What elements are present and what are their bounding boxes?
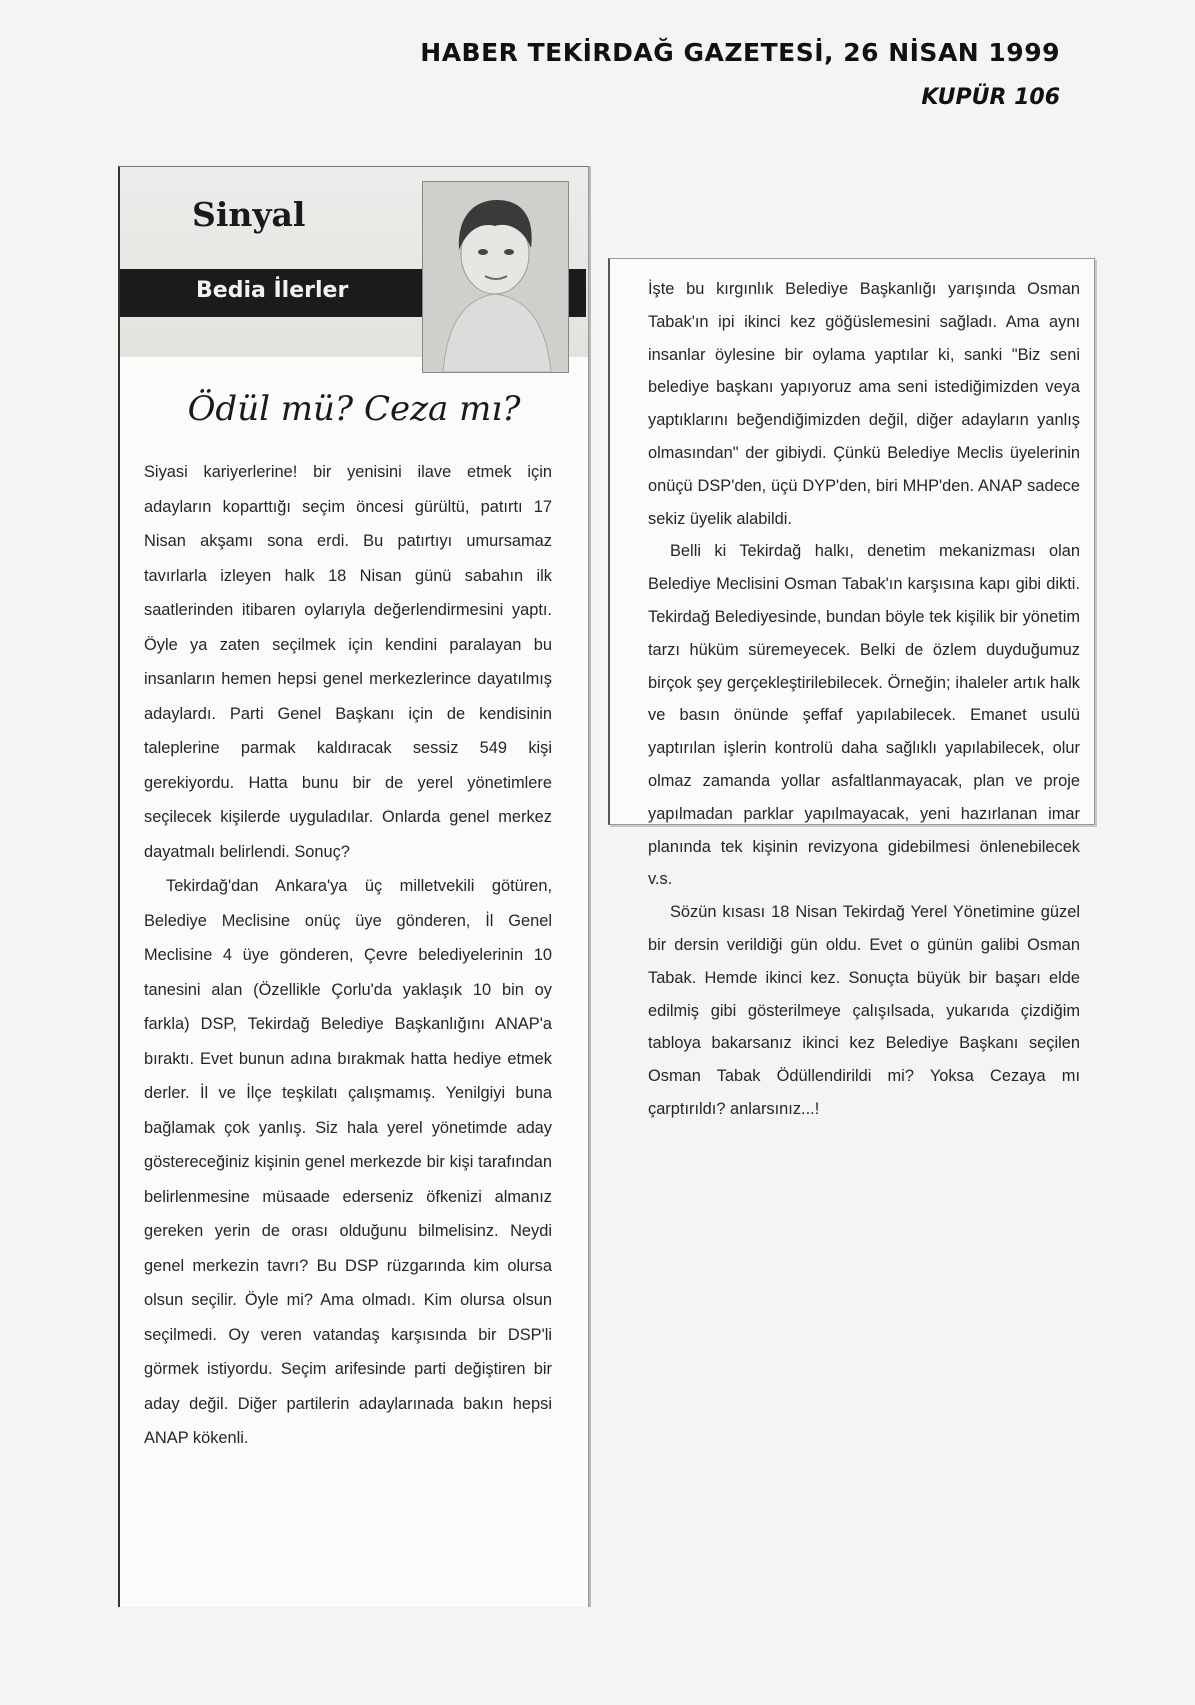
paragraph: Belli ki Tekirdağ halkı, denetim mekanizması olan Belediye Meclisini Osman Tabak'ın karşısına kapı gibi dikti. Tekirdağ Belediyesinde, bundan böyle tek kişilik bir yönetim tarzı hüküm süremeyecek. Belki de özlem duyduğumuz birçok şey gerçekleştirilebilecek. Örneğin; ihaleler artık halk ve basın önünde şeffaf yapılabilecek. Emanet usulü yaptırılan işlerin kontrolü daha sağlıklı yapılabilecek, olur olmaz zamanda yollar asfaltlanmayacak, plan ve proje yapılmadan parklar yapılmayacak, yeni hazırlanan imar planında tek kişinin revizyona gidebilmesi önlenebilecek v.s. (648, 542, 1080, 889)
article-clipping-left (118, 166, 589, 1607)
article-clipping-right (608, 258, 1095, 1118)
article-body-left (144, 455, 552, 1456)
page-header (420, 38, 1060, 110)
paragraph: Siyasi kariyerlerine! bir yenisini ilave etmek için adayların koparttığı seçim öncesi gürültü, patırtı 17 Nisan akşamı sona erdi. Bu patırtıyı umursamaz tavırlarla izleyen halk 18 Nisan günü sabahın ilk saatlerinden itibaren oylarıyla değerlendirmesini yaptı. Öyle ya zaten seçilmek için kendini paralayan bu insanların hemen hepsi genel merkezlerince dayatılmış adaylardı. Parti Genel Başkanı için de kendisinin taleplerine parmak kaldıracak sessiz 549 kişi gerekiyordu. Hatta bunu bir de yerel yönetimlere seçilecek kişilerde uyguladılar. Onlarda genel merkez dayatmalı belirlendi. Sonuç? (144, 463, 552, 861)
newspaper-date-title: HABER TEKİRDAĞ GAZETESİ, 26 NİSAN 1999 (420, 38, 1060, 67)
column-name: Sinyal (192, 195, 306, 234)
clipping-number: KUPÜR 106 (921, 85, 1060, 110)
paragraph: İşte bu kırgınlık Belediye Başkanlığı yarışında Osman Tabak'ın ipi ikinci kez göğüslemesini sağladı. Ama aynı insanlar öylesine bir oylama yaptılar ki, sanki "Biz seni belediye başkanı yapıyoruz ama seni istediğimizden veya yaptıklarını beğendiğimizden değil, diğer adayların yanlış olmasından" der gibiydi. Çünkü Belediye Meclis üyelerinin onüçü DSP'den, üçü DYP'den, biri MHP'den. ANAP sadece sekiz üyelik alabildi. (648, 280, 1080, 528)
author-name: Bedia İlerler (196, 278, 349, 303)
article-body-right (648, 273, 1080, 1126)
paragraph: Sözün kısası 18 Nisan Tekirdağ Yerel Yönetimine güzel bir dersin verildiği gün oldu. Evet o günün galibi Osman Tabak. Hemde ikinci kez. Sonuçta büyük bir başarı elde edilmiş gibi gösterilmeye çalışılsada, yukarıda çizdiğim tabloya bakarsanız ikinci kez Belediye Başkanı seçilen Osman Tabak Ödüllendirildi mi? Yoksa Cezaya mı çarptırıldı? anlarsınız...! (648, 903, 1080, 1118)
paragraph: Tekirdağ'dan Ankara'ya üç milletvekili götüren, Belediye Meclisine onüç üye gönderen, İl Genel Meclisine 4 üye gönderen, Çevre belediyelerinin 10 tanesini alan (Özellikle Çorlu'da yaklaşık 10 bin oy farkla) DSP, Tekirdağ Belediye Başkanlığını ANAP'a bıraktı. Evet bunun adına bırakmak hatta hediye etmek derler. İl ve İlçe teşkilatı çalışmamış. Yenilgiyi buna bağlamak çok yanlış. Siz hala yerel yönetimde aday göstereceğiniz kişinin genel merkezde bir kişi tarafından belirlenmesine müsaade ederseniz öfkenizi almanız gereken yerin de orası olduğunu bilmelisinz. Neydi genel merkezin tavrı? Bu DSP rüzgarında kim olursa olsun seçilir. Öyle mi? Ama olmadı. Kim olursa olsun seçilmedi. Oy veren vatandaş karşısında bir DSP'li görmek istiyordu. Seçim arifesinde parti değiştiren bir aday değil. Diğer partilerin adaylarınada bakın hepsi ANAP kökenli. (144, 877, 552, 1447)
article-headline: Ödül mü? Ceza mı? (187, 389, 521, 429)
author-portrait (422, 181, 569, 373)
portrait-photo (423, 182, 568, 372)
